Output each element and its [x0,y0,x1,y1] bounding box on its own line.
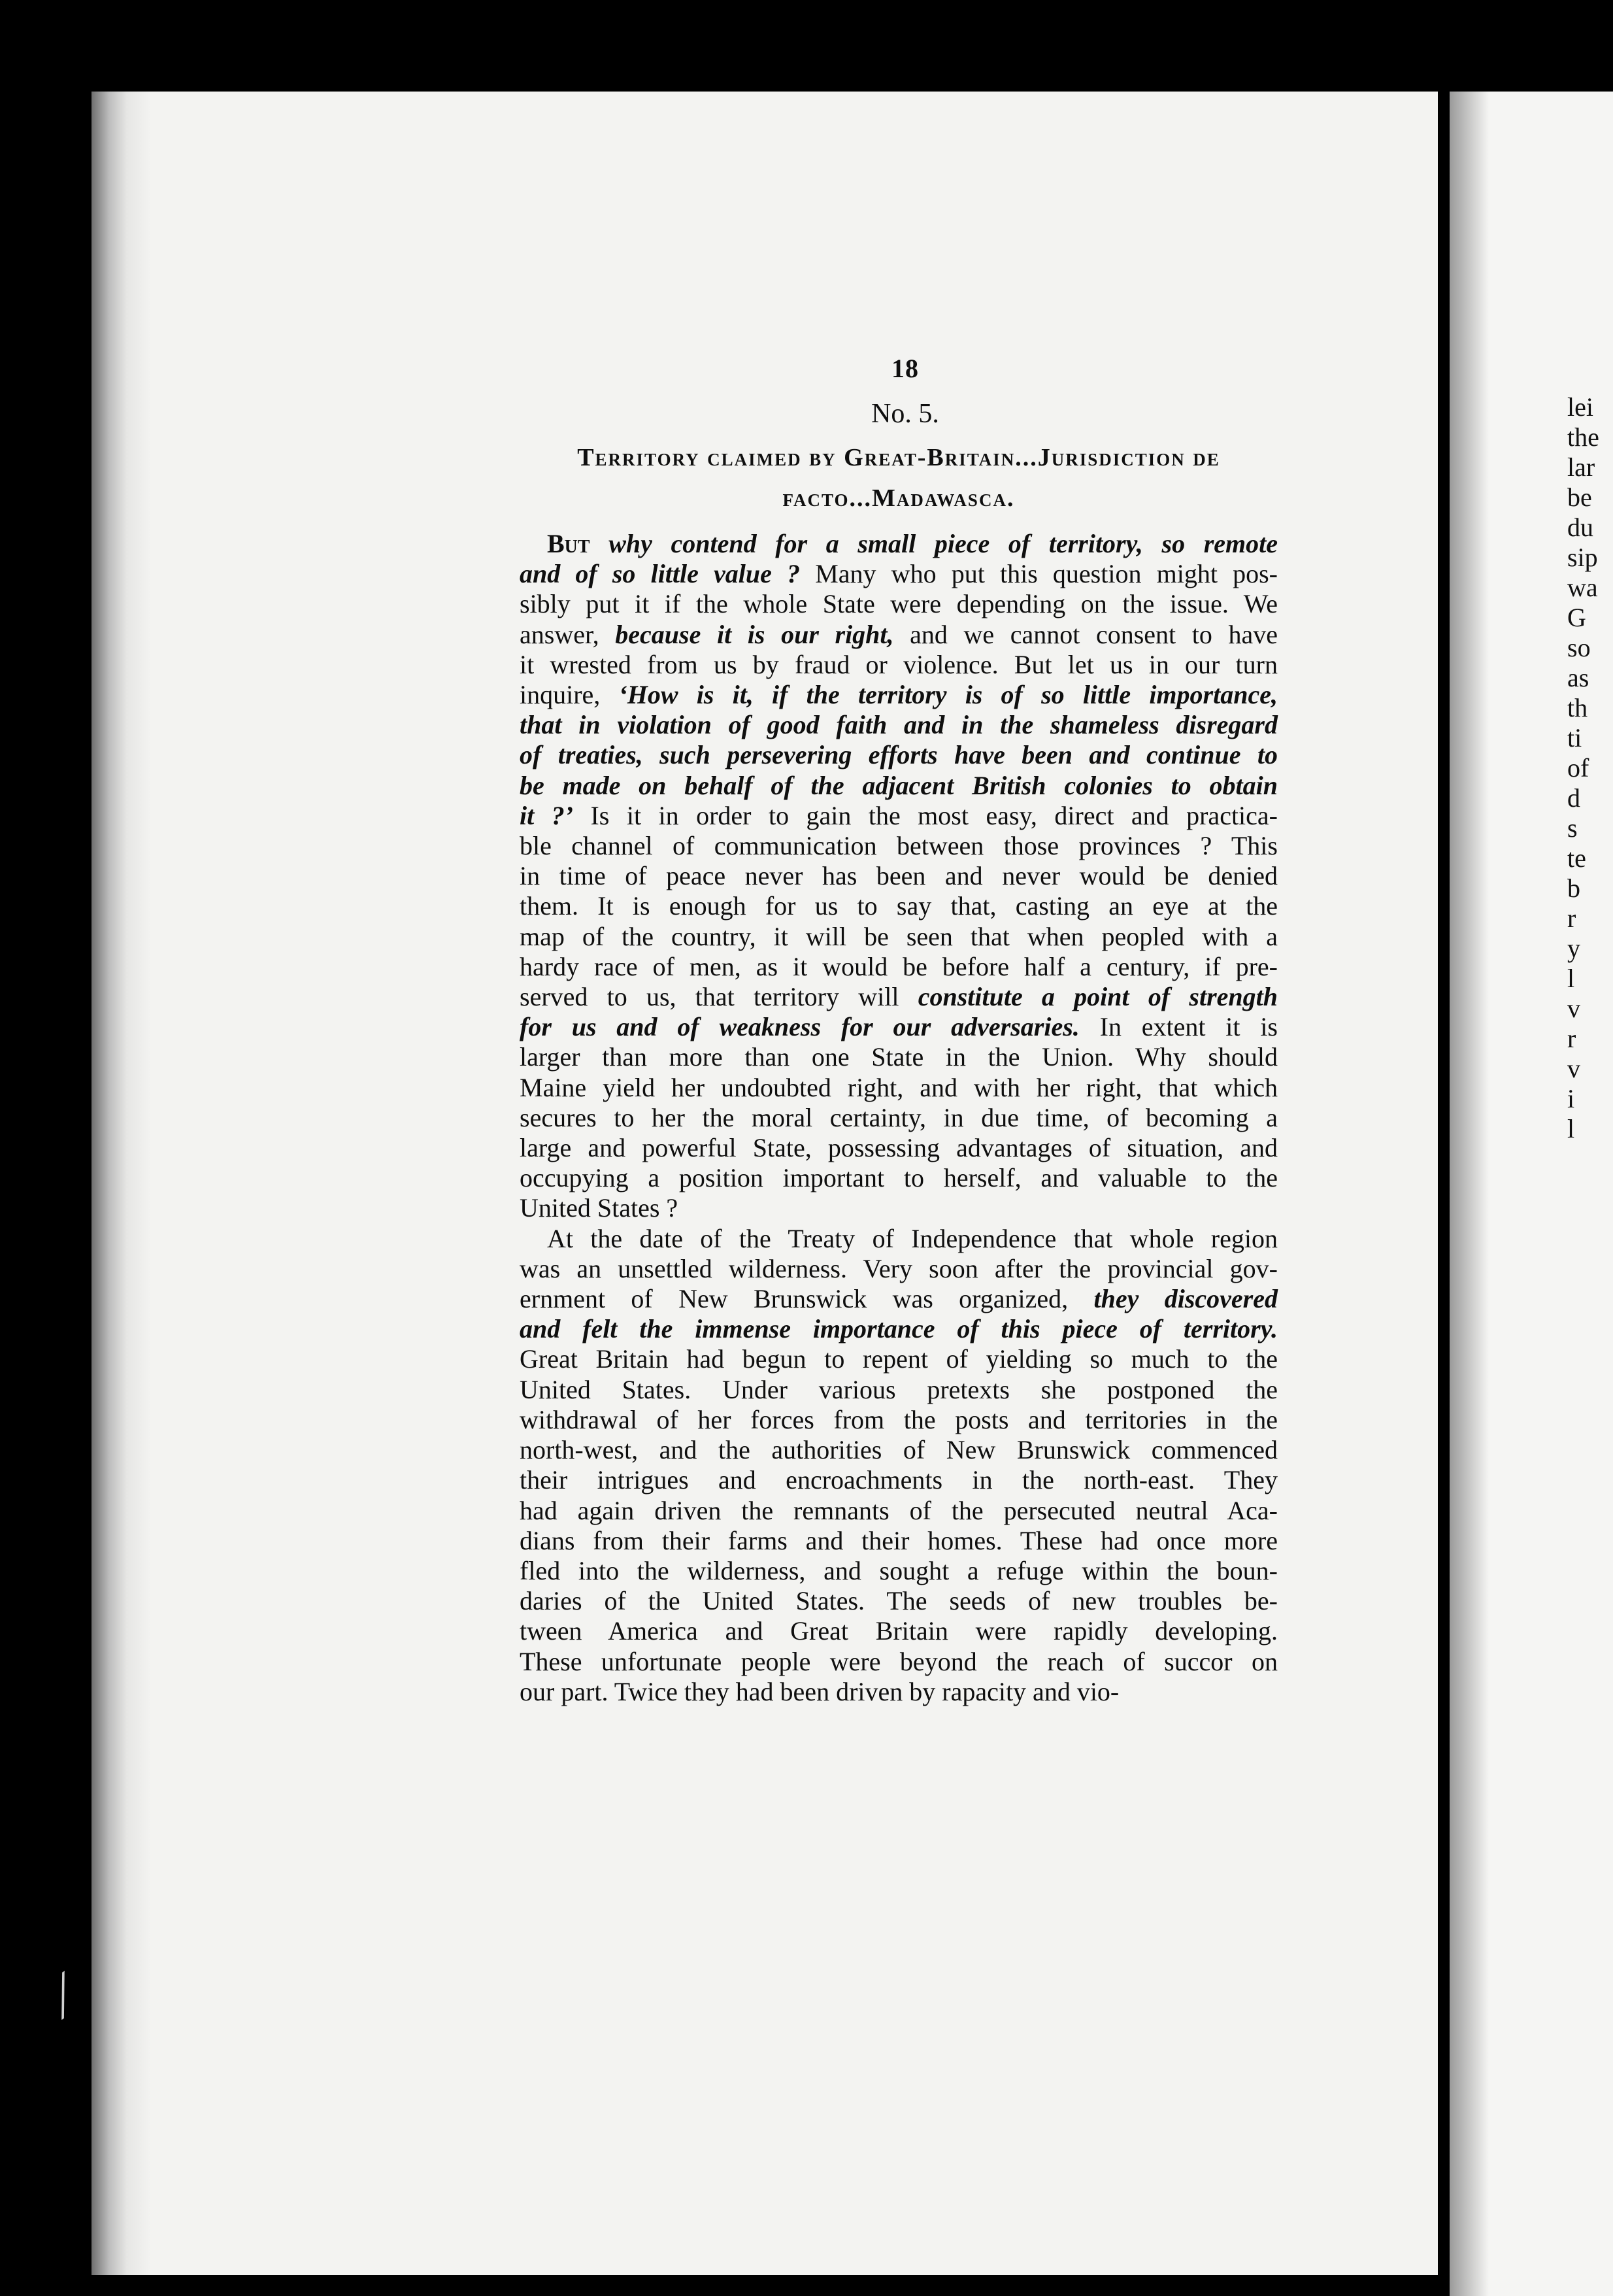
fragment-line: as [1567,663,1589,692]
text-line [520,1224,1278,1254]
fragment-line: d [1567,783,1580,813]
fragment-line: i [1567,1084,1575,1113]
text-run: inquire, [520,680,619,710]
italic-text: for us and of weakness for our adversaries. [520,1012,1080,1042]
text-line [520,1133,1278,1163]
text-run: withdrawal of her forces from the posts and territories in the [520,1404,1278,1434]
fragment-line: be [1567,482,1592,512]
text-line [520,1163,1278,1193]
text-run: large and powerful State, possessing advantages of situation, and [520,1133,1278,1163]
book-page-right [1450,92,1613,2296]
text-run: United States. Under various pretexts she postponed the [520,1374,1278,1404]
text-run: fled into the wilderness, and sought a refuge within the boun- [520,1555,1278,1585]
text-line [520,559,1278,589]
text-line [520,891,1278,921]
italic-text: why contend for a small piece of territory, so remote [608,529,1278,558]
text-run: tween America and Great Britain were rapidly developing. [520,1616,1278,1646]
page-spine-shadow [91,92,150,2275]
fragment-line: of [1567,753,1589,783]
italic-text: constitute a point of strength [918,982,1278,1012]
text-line [520,1556,1278,1586]
text-line [520,831,1278,861]
text-line [520,710,1278,740]
text-run: These unfortunate people were beyond the reach of succor on [520,1646,1278,1676]
text-line [520,1435,1278,1465]
text-run: United States ? [520,1193,678,1223]
text-run: and we cannot consent to have [893,619,1278,649]
text-line [520,680,1278,710]
italic-text: ‘How is it, if the territory is of so little importance, [618,680,1278,710]
heading-line-1: Territory claimed by Great-Britain...Jurisdiction de [577,444,1220,471]
italic-text: because it is our right, [615,619,894,649]
fragment-line: te [1567,843,1586,873]
fragment-line: lei [1567,392,1593,422]
italic-text: and of so little value ? [520,559,801,589]
text-line [520,1254,1278,1284]
text-line [520,771,1278,801]
fragment-line: l [1567,964,1575,993]
text-line [520,620,1278,650]
text-line [520,801,1278,831]
text-run: north-west, and the authorities of New Brunswick commenced [520,1435,1278,1465]
fragment-line: th [1567,693,1588,722]
text-run: had again driven the remnants of the persecuted neutral Aca- [520,1495,1278,1525]
fragment-line: y [1567,934,1580,963]
fragment-line: sip [1567,543,1598,572]
text-run: Great Britain had begun to repent of yielding so much to the [520,1344,1278,1374]
text-run: Is it in order to gain the most easy, direct and practica- [573,800,1278,830]
text-run: secures to her the moral certainty, in due time, of becoming a [520,1102,1278,1132]
fragment-line: b [1567,873,1580,903]
text-run: them. It is enough for us to say that, casting an eye at the [520,891,1278,921]
text-run: dians from their farms and their homes. These had once more [520,1525,1278,1555]
text-run: larger than more than one State in the Union. Why should [520,1042,1278,1072]
paragraph-1 [520,529,1278,1224]
text-run: ernment of New Brunswick was organized, [520,1284,1094,1314]
text-run: their intrigues and encroachments in the north-east. They [520,1465,1278,1495]
italic-text: and felt the immense importance of this piece of territory. [520,1314,1278,1344]
small-caps-text: But [547,529,590,558]
text-line [520,1375,1278,1405]
text-column [520,353,1278,1707]
text-line [520,1344,1278,1374]
fragment-line: v [1567,1054,1580,1083]
text-line [520,1616,1278,1646]
fragment-line: du [1567,513,1593,542]
text-run: our part. Twice they had been driven by rapacity and vio- [520,1676,1120,1706]
page-number: 18 [891,354,919,383]
fragment-line: the [1567,422,1599,452]
text-line [520,861,1278,891]
right-page-text-fragment [1567,392,1599,1144]
text-run: daries of the United States. The seeds of new troubles be- [520,1586,1278,1616]
text-line [520,1042,1278,1072]
text-run: At the date of the Treaty of Independence that whole region [547,1223,1278,1253]
text-run: served to us, that territory will [520,982,918,1012]
text-line [520,1314,1278,1344]
text-line [520,529,1278,559]
fragment-line: ti [1567,723,1582,752]
text-line [520,952,1278,982]
text-run: map of the country, it will be seen that when peopled with a [520,921,1278,951]
text-run [590,529,609,558]
text-line [520,1677,1278,1707]
text-run: occupying a position important to herself, and valuable to the [520,1163,1278,1193]
text-line [520,1647,1278,1677]
fragment-line: so [1567,633,1591,662]
fragment-line: l [1567,1114,1575,1143]
text-line [520,1465,1278,1495]
fragment-line: G [1567,603,1586,632]
fragment-line: v [1567,994,1580,1023]
text-line [520,1284,1278,1314]
fragment-line: r [1567,903,1576,933]
italic-text: of treaties, such persevering efforts have been and continue to [520,740,1278,770]
text-line [520,589,1278,619]
text-run: in time of peace never has been and never would be denied [520,861,1278,891]
italic-text: they discovered [1093,1284,1278,1314]
section-heading [507,437,1291,518]
italic-text: be made on behalf of the adjacent British colonies to obtain [520,770,1278,800]
text-line [520,1012,1278,1042]
paragraph-2 [520,1224,1278,1707]
section-number: No. 5. [871,399,939,429]
italic-text: that in violation of good faith and in the shameless disregard [520,710,1278,740]
text-line [520,740,1278,770]
text-line [520,1496,1278,1526]
text-run: hardy race of men, as it would be before half a century, if pre- [520,951,1278,981]
italic-text: it ?’ [520,800,574,830]
text-run: it wrested from us by fraud or violence. But let us in our turn [520,649,1278,679]
text-line [520,1103,1278,1133]
fragment-line: wa [1567,573,1598,602]
text-line [520,1193,1278,1223]
text-run: answer, [520,619,616,649]
page-gutter-shadow [1450,92,1489,2296]
text-line [520,1526,1278,1556]
text-run: In extent it is [1079,1012,1278,1042]
heading-line-2: facto...Madawasca. [782,484,1015,512]
fragment-line: r [1567,1024,1576,1053]
text-line [520,982,1278,1012]
text-run: was an unsettled wilderness. Very soon after the provincial gov- [520,1253,1278,1283]
text-run: sibly put it if the whole State were depending on the issue. We [520,589,1278,619]
text-run: ble channel of communication between those provinces ? This [520,831,1278,861]
text-line [520,1405,1278,1435]
fragment-line: s [1567,813,1578,843]
fragment-line: lar [1567,452,1595,482]
text-line [520,922,1278,952]
text-line [520,1586,1278,1616]
text-line [520,650,1278,680]
text-line [520,1073,1278,1103]
text-run: Many who put this question might pos- [800,559,1278,589]
text-run: Maine yield her undoubted right, and with her right, that which [520,1072,1278,1102]
pencil-mark: ⁄ [40,1966,86,2025]
